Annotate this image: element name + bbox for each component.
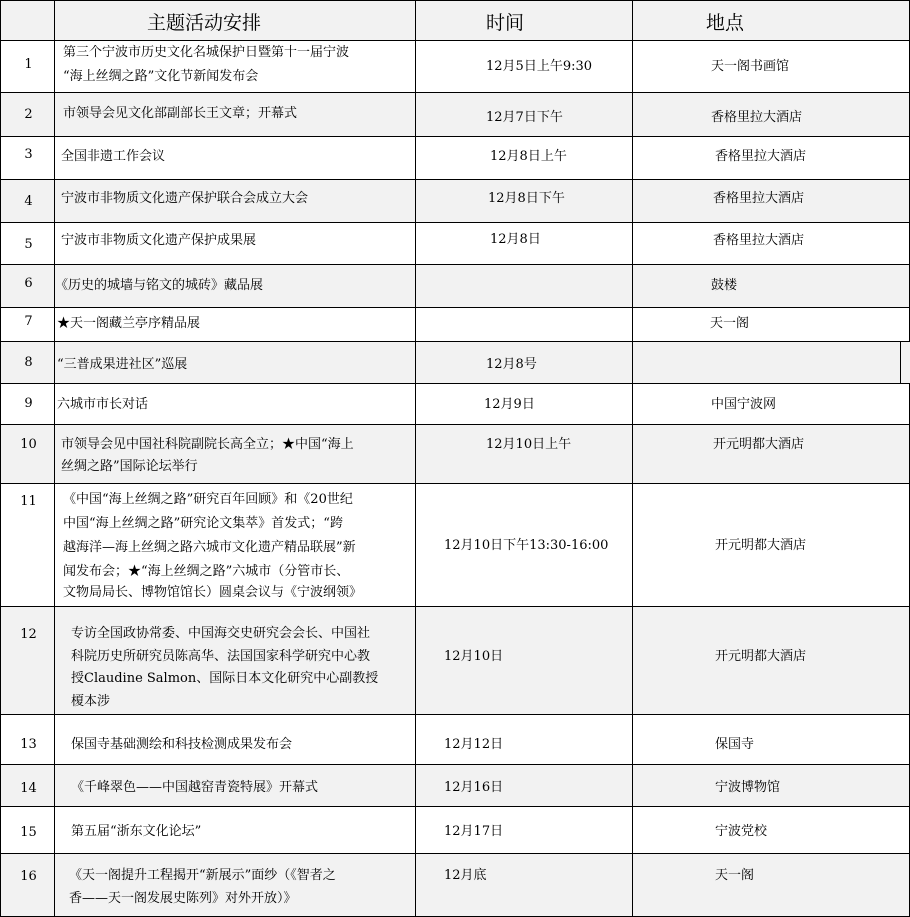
table-row: [0, 93, 910, 137]
activity-line: 第五届“浙东文化论坛”: [71, 824, 202, 839]
header-row: [0, 0, 910, 41]
time-text: 12月7日下午: [486, 110, 563, 125]
table-row: [0, 265, 910, 308]
activity-line: 宁波市非物质文化遗产保护成果展: [61, 233, 257, 248]
time-text: 12月9日: [484, 397, 535, 412]
location-text: 天一阁书画馆: [711, 59, 790, 74]
table-row: [0, 854, 910, 917]
table-row: [0, 308, 910, 342]
row-number: 2: [24, 107, 33, 122]
row-number: 8: [24, 355, 33, 370]
activity-line: 闻发布会；★“海上丝绸之路”六城市（分管市长、: [63, 564, 350, 579]
activity-line: 文物局局长、博物馆馆长）圆桌会议与《宁波纲领》: [63, 585, 363, 600]
activity-line: 全国非遗工作会议: [61, 149, 166, 164]
header-cell-no: [0, 1, 55, 40]
header-cell-activity: [55, 1, 416, 40]
activity-line: 中国“海上丝绸之路”研究论文集萃》首发式；“跨: [63, 516, 343, 531]
row-number: 1: [24, 57, 33, 72]
row-number: 9: [24, 396, 33, 411]
activity-line: 保国寺基础测绘和科技检测成果发布会: [71, 737, 293, 752]
table-row: [0, 384, 910, 425]
table-row: [0, 342, 910, 384]
location-text: 香格里拉大酒店: [711, 110, 803, 125]
activity-line: 授Claudine Salmon、国际日本文化研究中心副教授: [71, 671, 379, 686]
time-text: 12月17日: [444, 824, 504, 839]
time-text: 12月10日下午13:30-16:00: [444, 538, 609, 553]
activity-line: 榎本涉: [71, 694, 111, 709]
table-row: [0, 41, 910, 93]
table-row: [0, 223, 910, 265]
time-text: 12月10日上午: [486, 437, 572, 452]
time-text: 12月底: [444, 868, 487, 883]
activity-line: 越海洋—海上丝绸之路六城市文化遗产精品联展”新: [63, 540, 356, 555]
table-row: [0, 765, 910, 807]
row-number: 13: [20, 737, 37, 752]
row-number: 15: [20, 825, 37, 840]
row-number: 12: [20, 627, 37, 642]
row-number: 16: [20, 869, 37, 884]
activity-line: 科院历史所研究员陈高华、法国国家科学研究中心教: [71, 649, 371, 664]
header-activity: 主题活动安排: [147, 12, 262, 34]
table-row: [0, 484, 910, 607]
location-text: 鼓楼: [711, 278, 738, 293]
header-cell-location: [633, 1, 910, 40]
table-row: [0, 607, 910, 715]
location-text: 开元明都大酒店: [715, 538, 807, 553]
location-text: 宁波博物馆: [715, 780, 781, 795]
time-text: 12月10日: [444, 649, 504, 664]
location-text: 中国宁波网: [711, 397, 777, 412]
table-row: [0, 137, 910, 180]
time-text: 12月8日: [490, 232, 541, 247]
location-text: 保国寺: [715, 737, 755, 752]
header-location: 地点: [706, 12, 745, 34]
location-text: 天一阁: [710, 316, 750, 331]
activity-line: 市领导会见中国社科院副院长高全立；★中国“海上: [61, 437, 354, 452]
row-number: 11: [20, 494, 37, 509]
activity-line: 第三个宁波市历史文化名城保护日暨第十一届宁波: [63, 45, 350, 60]
table-row: [0, 807, 910, 854]
location-text: 香格里拉大酒店: [713, 191, 805, 206]
activity-line: 六城市市长对话: [57, 397, 149, 412]
activity-line: 香——天一阁发展史陈列》对外开放）》: [69, 891, 297, 906]
table-row: [0, 715, 910, 765]
time-text: 12月8日上午: [490, 149, 567, 164]
location-text: 天一阁: [715, 868, 755, 883]
time-text: 12月8日下午: [488, 191, 565, 206]
row-number: 3: [24, 147, 33, 162]
activity-line: 《千峰翠色——中国越窑青瓷特展》开幕式: [71, 780, 319, 795]
activity-line: 市领导会见文化部副部长王文章；开幕式: [63, 106, 298, 121]
header-cell-time: [416, 1, 633, 40]
activity-line: “海上丝绸之路”文化节新闻发布会: [63, 69, 259, 84]
activity-line: 丝绸之路”国际论坛举行: [61, 459, 198, 474]
location-text: 香格里拉大酒店: [713, 233, 805, 248]
row-number: 6: [24, 276, 33, 291]
header-time: 时间: [486, 12, 525, 34]
time-text: 12月5日上午9:30: [486, 59, 593, 74]
location-text: 开元明都大酒店: [713, 437, 805, 452]
time-text: 12月12日: [444, 737, 504, 752]
table-row: [0, 425, 910, 484]
location-text: 开元明都大酒店: [715, 649, 807, 664]
activity-line: 《天一阁提升工程揭开“新展示”面纱（《智者之: [69, 868, 336, 883]
row-number: 14: [20, 781, 37, 796]
row-number: 5: [24, 237, 33, 252]
activity-line: 专访全国政协常委、中国海交史研究会会长、中国社: [71, 626, 371, 641]
location-text: 宁波党校: [715, 824, 768, 839]
time-text: 12月8号: [486, 357, 537, 372]
location-text: 香格里拉大酒店: [715, 149, 807, 164]
row-number: 10: [20, 437, 37, 452]
row-number: 7: [24, 314, 33, 329]
time-text: 12月16日: [444, 780, 504, 795]
activity-line: 《历史的城墙与铭文的城砖》藏品展: [55, 278, 264, 293]
table-row: [0, 180, 910, 223]
activity-line: “三普成果进社区”巡展: [57, 357, 188, 372]
activity-line: ★天一阁藏兰亭序精品展: [57, 316, 201, 331]
row-number: 4: [24, 194, 33, 209]
activity-line: 宁波市非物质文化遗产保护联合会成立大会: [61, 191, 309, 206]
activity-line: 《中国“海上丝绸之路”研究百年回顾》和《20世纪: [63, 492, 353, 507]
